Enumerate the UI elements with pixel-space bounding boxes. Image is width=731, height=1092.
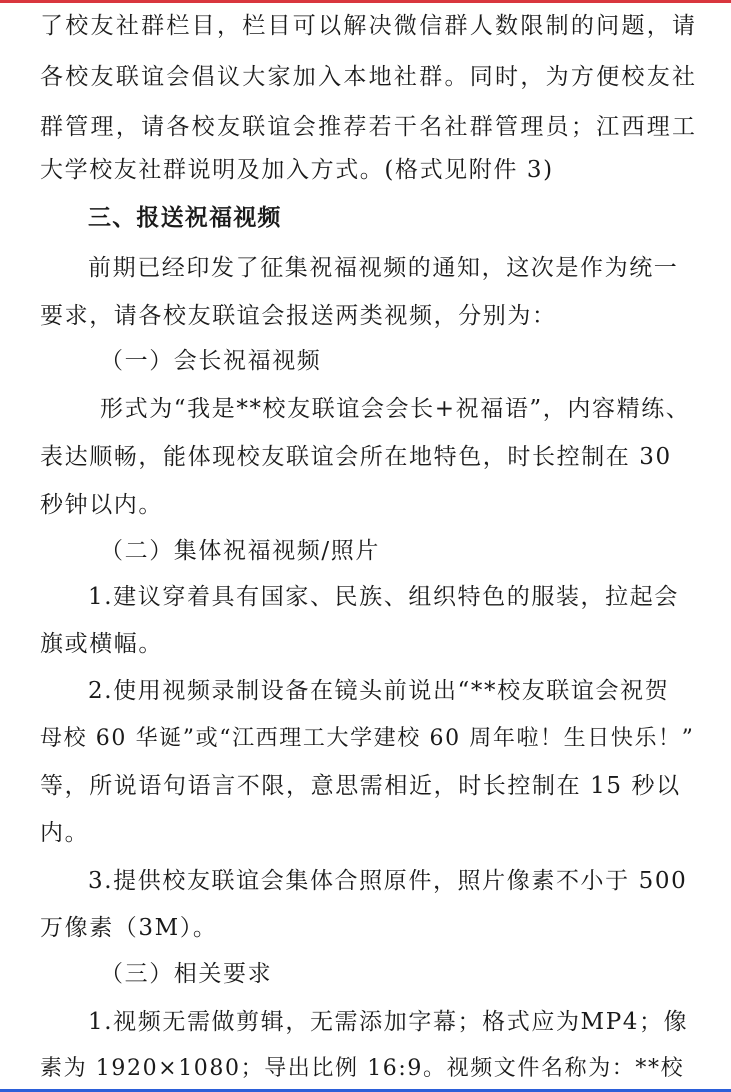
- body-line: 素为 1920×1080；导出比例 16:9。视频文件名称为：**校: [40, 1056, 685, 1081]
- body-line: 了校友社群栏目，栏目可以解决微信群人数限制的问题，请: [40, 13, 695, 39]
- section-heading: 三、报送祝福视频: [88, 205, 282, 231]
- body-line: 1.建议穿着具有国家、民族、组织特色的服装，拉起会: [88, 584, 679, 610]
- body-line: 1.视频无需做剪辑，无需添加字幕；格式应为MP4；像: [88, 1009, 689, 1035]
- body-line: 3.提供校友联谊会集体合照原件，照片像素不小于 500: [88, 868, 688, 894]
- body-line: 群管理，请各校友联谊会推荐若干名社群管理员；江西理工: [40, 114, 695, 140]
- body-line: 母校 60 华诞”或“江西理工大学建校 60 周年啦！生日快乐！”: [40, 726, 695, 751]
- subsection-heading: （一）会长祝福视频: [100, 348, 322, 374]
- body-line: 旗或横幅。: [40, 631, 163, 657]
- body-line: 表达顺畅，能体现校友联谊会所在地特色，时长控制在 30: [40, 444, 672, 470]
- body-line: 万像素（3M）。: [40, 915, 218, 941]
- document-page: [40, 4, 695, 1086]
- body-line: 秒钟以内。: [40, 492, 163, 518]
- body-line: 2.使用视频录制设备在镜头前说出“**校友联谊会祝贺: [88, 678, 670, 704]
- top-accent-bar: [0, 0, 731, 3]
- body-line: 形式为“我是**校友联谊会会长+祝福语”，内容精练、: [100, 396, 691, 422]
- body-line: 内。: [40, 820, 90, 846]
- body-line: 大学校友社群说明及加入方式。(格式见附件 3): [40, 157, 554, 183]
- subsection-heading: （三）相关要求: [100, 961, 273, 987]
- body-line: 等，所说语句语言不限，意思需相近，时长控制在 15 秒以: [40, 773, 681, 799]
- body-line: 要求，请各校友联谊会报送两类视频，分别为：: [40, 303, 557, 329]
- subsection-heading: （二）集体祝福视频/照片: [100, 538, 380, 564]
- body-line: 前期已经印发了征集祝福视频的通知，这次是作为统一: [88, 255, 679, 281]
- body-line: 各校友联谊会倡议大家加入本地社群。同时，为方便校友社: [40, 64, 695, 90]
